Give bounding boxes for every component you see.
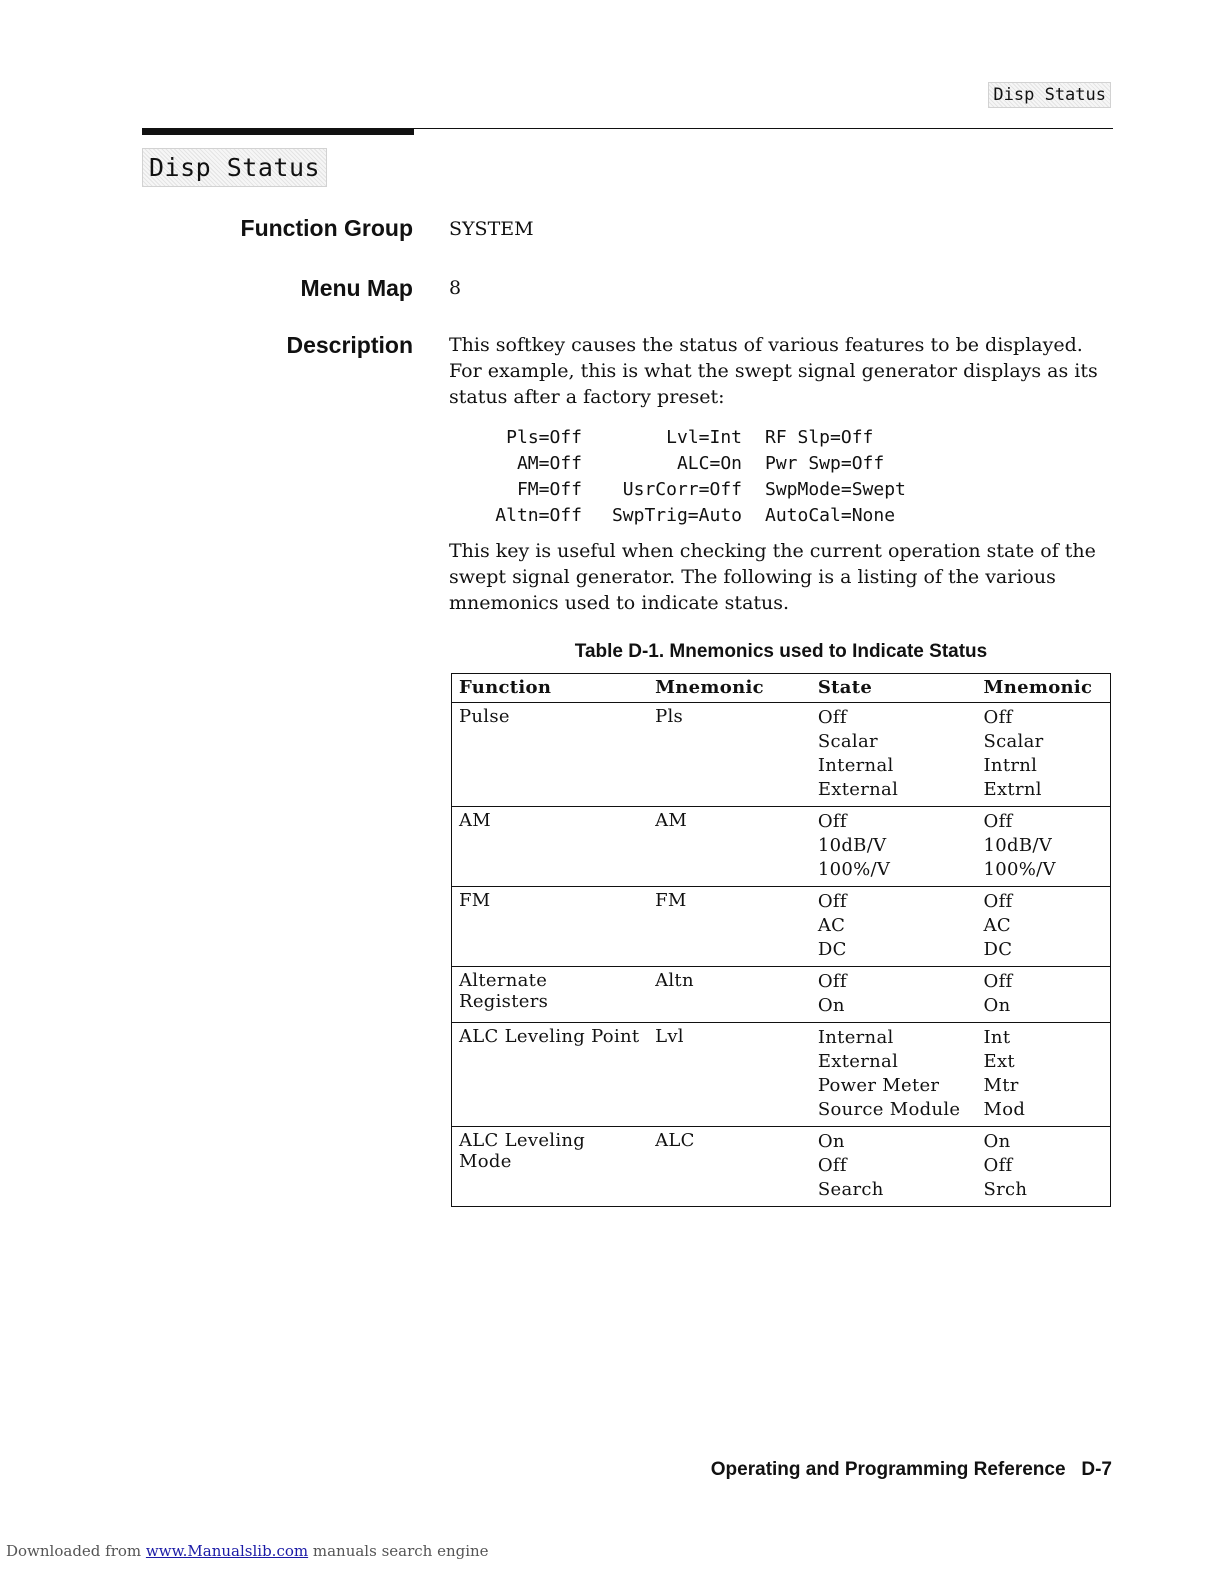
header-state: State [811, 674, 977, 703]
table-row [452, 887, 1111, 967]
table-row [452, 967, 1111, 1023]
state-mnemonic-value: Ext [983, 1051, 1015, 1072]
state-mnemonic-value: Off [983, 891, 1013, 912]
state-mnemonic-value: Off [983, 811, 1013, 832]
table-row [452, 1127, 1111, 1207]
state-value: Scalar [817, 731, 878, 752]
state-mnemonic-value: Srch [983, 1179, 1028, 1200]
table-row [452, 1023, 1111, 1127]
status-example-row [480, 425, 965, 451]
state-value: Off [817, 811, 847, 832]
status-mnemonic: SwpTrig=Auto [611, 505, 742, 526]
state-value: Source Module [817, 1099, 961, 1120]
state-value: 10dB/V [817, 835, 887, 856]
state-mnemonic-value: Off [983, 971, 1013, 992]
mnemonic-cell: Lvl [655, 1026, 684, 1047]
state-cell [811, 703, 977, 807]
status-mnemonic: Pwr Swp=Off [765, 453, 885, 474]
state-mnemonic-value: AC [983, 915, 1011, 936]
description-paragraph-2: This key is useful when checking the current operation state of the swept signal generator. The following is a listing of the various mnemonics used to indicate status. [449, 540, 1096, 614]
function-cell: ALC Leveling Point [459, 1026, 640, 1047]
description-label: Description [286, 332, 413, 358]
mnemonic-cell: AM [655, 810, 688, 831]
state-mnemonic-value: Int [983, 1027, 1011, 1048]
state-mnemonic-value: Intrnl [983, 755, 1038, 776]
menu-map-label: Menu Map [300, 275, 413, 301]
state-value: DC [817, 939, 847, 960]
state-cell [811, 887, 977, 967]
state-value: Off [817, 891, 847, 912]
status-mnemonic: Lvl=Int [666, 427, 742, 448]
state-value: Internal [817, 755, 894, 776]
status-example-row [480, 451, 965, 477]
state-mnemonic-value: Scalar [983, 731, 1044, 752]
mnemonics-table [451, 673, 1111, 1207]
state-value: External [817, 1051, 899, 1072]
state-value: External [817, 779, 899, 800]
state-value: Internal [817, 1027, 894, 1048]
state-mnemonic-cell [977, 703, 1111, 807]
state-value: Search [817, 1179, 884, 1200]
header-rule-thick [142, 128, 414, 135]
state-mnemonic-cell [977, 887, 1111, 967]
state-mnemonic-value: Extrnl [983, 779, 1042, 800]
table-caption: Table D-1. Mnemonics used to Indicate Status [574, 641, 988, 662]
state-cell [811, 967, 977, 1023]
mnemonic-cell: Pls [655, 706, 684, 727]
menu-map-value: 8 [449, 277, 462, 299]
state-mnemonic-cell [977, 967, 1111, 1023]
header-function: Function [452, 674, 649, 703]
function-group-label: Function Group [240, 215, 413, 241]
state-value: AC [817, 915, 846, 936]
state-mnemonic-value: On [983, 1131, 1011, 1152]
state-value: Off [817, 707, 847, 728]
status-mnemonic: ALC=On [676, 453, 742, 474]
header-state-mnemonic: Mnemonic [977, 674, 1111, 703]
function-cell: FM [459, 890, 491, 911]
state-cell [811, 807, 977, 887]
page-title: Disp Status [142, 148, 327, 187]
state-value: On [817, 995, 845, 1016]
footer-page-number: D-7 [1081, 1459, 1112, 1480]
mnemonic-cell: Altn [655, 970, 694, 991]
state-cell [811, 1023, 977, 1127]
table-row [452, 703, 1111, 807]
function-group-value: SYSTEM [449, 218, 534, 240]
state-mnemonic-cell [977, 1127, 1111, 1207]
state-mnemonic-value: DC [983, 939, 1013, 960]
download-prefix: Downloaded from [6, 1542, 146, 1560]
state-value: On [817, 1131, 845, 1152]
manualslib-link[interactable]: www.Manualslib.com [145, 1542, 309, 1560]
status-mnemonic: SwpMode=Swept [765, 479, 906, 500]
download-suffix: manuals search engine [308, 1542, 489, 1560]
state-value: Off [817, 1155, 847, 1176]
state-mnemonic-value: Off [983, 707, 1013, 728]
header-mnemonic: Mnemonic [648, 674, 811, 703]
state-mnemonic-value: 10dB/V [983, 835, 1053, 856]
description-paragraph-1: This softkey causes the status of various features to be displayed. For example, this is what the swept signal generator displays as its status after a factory preset: [449, 334, 1098, 408]
status-display-example [480, 425, 965, 529]
status-example-row [480, 503, 965, 529]
function-cell: Pulse [459, 706, 510, 727]
status-mnemonic: AM=Off [516, 453, 582, 474]
footer-section: Operating and Programming Reference [710, 1459, 1066, 1480]
state-value: 100%/V [817, 859, 891, 880]
status-mnemonic: AutoCal=None [765, 505, 896, 526]
status-example-row [480, 477, 965, 503]
state-value: Power Meter [817, 1075, 940, 1096]
status-mnemonic: RF Slp=Off [765, 427, 874, 448]
mnemonic-cell: ALC [655, 1130, 695, 1151]
page-footer [711, 1459, 1112, 1481]
state-mnemonic-value: On [983, 995, 1011, 1016]
status-mnemonic: Pls=Off [506, 427, 582, 448]
status-mnemonic: UsrCorr=Off [622, 479, 742, 500]
mnemonic-cell: FM [655, 890, 687, 911]
state-mnemonic-value: Mtr [983, 1075, 1019, 1096]
state-mnemonic-value: Mod [983, 1099, 1026, 1120]
status-mnemonic: FM=Off [516, 479, 582, 500]
function-cell: AM [459, 810, 492, 831]
status-mnemonic: Altn=Off [495, 505, 582, 526]
function-cell: ALC Leveling Mode [459, 1130, 586, 1172]
table-header-row [452, 674, 1111, 703]
state-mnemonic-cell [977, 1023, 1111, 1127]
table-row [452, 807, 1111, 887]
state-value: Off [817, 971, 847, 992]
state-mnemonic-value: 100%/V [983, 859, 1056, 880]
state-mnemonic-value: Off [983, 1155, 1013, 1176]
state-cell [811, 1127, 977, 1207]
header-softkey-label: Disp Status [988, 82, 1111, 108]
function-cell: Alternate Registers [459, 970, 549, 1012]
download-note [6, 1542, 489, 1560]
state-mnemonic-cell [977, 807, 1111, 887]
